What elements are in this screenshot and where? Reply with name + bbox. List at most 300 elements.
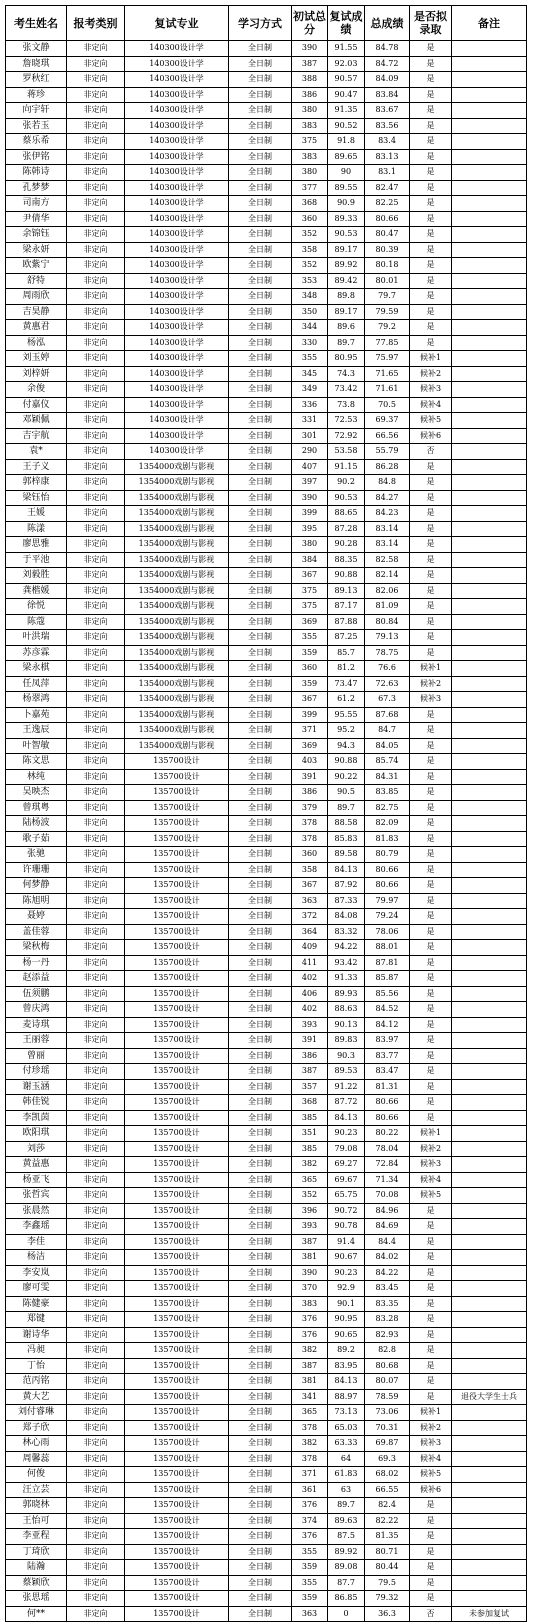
cell-retest-score: 89.55	[328, 180, 365, 196]
cell-remark	[452, 630, 527, 646]
cell-name: 伍须鹏	[6, 986, 67, 1002]
cell-initial-score: 336	[292, 397, 328, 413]
table-row	[6, 1420, 527, 1436]
cell-type: 非定向	[67, 56, 125, 72]
cell-major: 135700设计	[125, 1157, 229, 1173]
cell-mode: 全日制	[229, 1110, 292, 1126]
cell-initial-score: 355	[292, 630, 328, 646]
cell-name: 李安岚	[6, 1265, 67, 1281]
cell-major: 1354000戏剧与影视	[125, 738, 229, 754]
cell-remark	[452, 893, 527, 909]
cell-type: 非定向	[67, 707, 125, 723]
table-row	[6, 1374, 527, 1390]
table-row	[6, 41, 527, 57]
cell-retest-score: 84.13	[328, 862, 365, 878]
cell-initial-score: 341	[292, 1389, 328, 1405]
cell-name: 杨翠鸿	[6, 692, 67, 708]
cell-total-score: 88.01	[365, 940, 410, 956]
cell-admitted: 是	[410, 754, 452, 770]
cell-type: 非定向	[67, 1048, 125, 1064]
cell-type: 非定向	[67, 1079, 125, 1095]
cell-total-score: 72.84	[365, 1157, 410, 1173]
cell-remark	[452, 506, 527, 522]
cell-initial-score: 411	[292, 955, 328, 971]
table-row	[6, 1064, 527, 1080]
cell-total-score: 78.75	[365, 645, 410, 661]
cell-mode: 全日制	[229, 583, 292, 599]
cell-name: 周雨欣	[6, 289, 67, 305]
cell-mode: 全日制	[229, 134, 292, 150]
cell-retest-score: 86.85	[328, 1591, 365, 1607]
cell-major: 1354000戏剧与影视	[125, 692, 229, 708]
table-row	[6, 506, 527, 522]
cell-remark	[452, 816, 527, 832]
cell-initial-score: 371	[292, 723, 328, 739]
table-row	[6, 1436, 527, 1452]
cell-admitted: 是	[410, 490, 452, 506]
cell-type: 非定向	[67, 785, 125, 801]
cell-remark	[452, 211, 527, 227]
cell-admitted: 候补4	[410, 1172, 452, 1188]
cell-type: 非定向	[67, 955, 125, 971]
cell-major: 135700设计	[125, 1002, 229, 1018]
table-row	[6, 1513, 527, 1529]
cell-mode: 全日制	[229, 1048, 292, 1064]
cell-type: 非定向	[67, 1172, 125, 1188]
cell-total-score: 80.44	[365, 1560, 410, 1576]
cell-total-score: 84.69	[365, 1219, 410, 1235]
cell-remark	[452, 1265, 527, 1281]
cell-mode: 全日制	[229, 149, 292, 165]
cell-type: 非定向	[67, 552, 125, 568]
cell-name: 张文静	[6, 41, 67, 57]
table-row	[6, 1575, 527, 1591]
cell-remark	[452, 661, 527, 677]
cell-total-score: 87.81	[365, 955, 410, 971]
cell-remark	[452, 971, 527, 987]
cell-total-score: 70.31	[365, 1420, 410, 1436]
cell-major: 135700设计	[125, 769, 229, 785]
cell-name: 付珍瑶	[6, 1064, 67, 1080]
cell-retest-score: 84.08	[328, 909, 365, 925]
cell-name: 何梦静	[6, 878, 67, 894]
cell-name: 余俊	[6, 382, 67, 398]
cell-initial-score: 391	[292, 769, 328, 785]
cell-major: 140300设计学	[125, 196, 229, 212]
cell-remark	[452, 568, 527, 584]
table-row	[6, 397, 527, 413]
cell-name: 刘莎	[6, 1141, 67, 1157]
cell-major: 135700设计	[125, 1405, 229, 1421]
cell-total-score: 85.74	[365, 754, 410, 770]
cell-retest-score: 89.63	[328, 1513, 365, 1529]
cell-major: 135700设计	[125, 1079, 229, 1095]
cell-initial-score: 399	[292, 506, 328, 522]
cell-major: 1354000戏剧与影视	[125, 661, 229, 677]
cell-total-score: 72.63	[365, 676, 410, 692]
cell-mode: 全日制	[229, 909, 292, 925]
cell-retest-score: 89.65	[328, 149, 365, 165]
cell-remark	[452, 413, 527, 429]
table-row	[6, 258, 527, 274]
cell-major: 140300设计学	[125, 304, 229, 320]
cell-total-score: 66.56	[365, 428, 410, 444]
cell-mode: 全日制	[229, 72, 292, 88]
cell-type: 非定向	[67, 1482, 125, 1498]
cell-total-score: 84.78	[365, 41, 410, 57]
cell-admitted: 是	[410, 72, 452, 88]
cell-type: 非定向	[67, 630, 125, 646]
cell-major: 135700设计	[125, 986, 229, 1002]
cell-remark	[452, 475, 527, 491]
cell-retest-score: 90.2	[328, 475, 365, 491]
cell-remark	[452, 1358, 527, 1374]
cell-retest-score: 89.33	[328, 211, 365, 227]
cell-name: 陈韩诗	[6, 165, 67, 181]
cell-name: 曾庆鸿	[6, 1002, 67, 1018]
cell-remark	[452, 909, 527, 925]
cell-major: 1354000戏剧与影视	[125, 630, 229, 646]
cell-total-score: 79.7	[365, 289, 410, 305]
cell-name: 黄大艺	[6, 1389, 67, 1405]
cell-initial-score: 387	[292, 1064, 328, 1080]
cell-mode: 全日制	[229, 1265, 292, 1281]
cell-retest-score: 63.33	[328, 1436, 365, 1452]
cell-name: 孔梦梦	[6, 180, 67, 196]
cell-admitted: 是	[410, 289, 452, 305]
header-initial-score: 初试总分	[292, 6, 328, 41]
cell-admitted: 是	[410, 1374, 452, 1390]
cell-admitted: 是	[410, 1327, 452, 1343]
cell-initial-score: 380	[292, 165, 328, 181]
cell-major: 135700设计	[125, 1513, 229, 1529]
cell-initial-score: 387	[292, 1234, 328, 1250]
cell-admitted: 候补5	[410, 1467, 452, 1483]
cell-total-score: 75.97	[365, 351, 410, 367]
cell-type: 非定向	[67, 103, 125, 119]
cell-retest-score: 90.13	[328, 1017, 365, 1033]
cell-major: 135700设计	[125, 1250, 229, 1266]
cell-initial-score: 370	[292, 1281, 328, 1297]
cell-admitted: 是	[410, 583, 452, 599]
cell-type: 非定向	[67, 645, 125, 661]
cell-admitted: 是	[410, 506, 452, 522]
cell-retest-score: 90	[328, 165, 365, 181]
cell-mode: 全日制	[229, 1312, 292, 1328]
cell-remark	[452, 41, 527, 57]
cell-total-score: 80.68	[365, 1358, 410, 1374]
cell-major: 135700设计	[125, 862, 229, 878]
cell-major: 135700设计	[125, 1374, 229, 1390]
cell-type: 非定向	[67, 134, 125, 150]
cell-total-score: 80.66	[365, 862, 410, 878]
table-row	[6, 1172, 527, 1188]
cell-name: 廖思雅	[6, 537, 67, 553]
cell-name: 郑子欣	[6, 1420, 67, 1436]
cell-remark	[452, 1591, 527, 1607]
cell-total-score: 83.14	[365, 521, 410, 537]
cell-major: 140300设计学	[125, 413, 229, 429]
cell-remark	[452, 1033, 527, 1049]
cell-total-score: 55.79	[365, 444, 410, 460]
cell-type: 非定向	[67, 382, 125, 398]
cell-initial-score: 381	[292, 1250, 328, 1266]
table-row	[6, 816, 527, 832]
cell-admitted: 是	[410, 645, 452, 661]
cell-type: 非定向	[67, 1436, 125, 1452]
cell-remark	[452, 304, 527, 320]
cell-major: 140300设计学	[125, 87, 229, 103]
cell-mode: 全日制	[229, 382, 292, 398]
cell-mode: 全日制	[229, 289, 292, 305]
cell-remark	[452, 754, 527, 770]
cell-total-score: 78.59	[365, 1389, 410, 1405]
cell-retest-score: 87.7	[328, 1575, 365, 1591]
cell-major: 135700设计	[125, 878, 229, 894]
cell-admitted: 是	[410, 459, 452, 475]
cell-type: 非定向	[67, 1591, 125, 1607]
cell-retest-score: 87.72	[328, 1095, 365, 1111]
header-row	[6, 6, 527, 41]
cell-initial-score: 351	[292, 1126, 328, 1142]
table-row	[6, 1265, 527, 1281]
cell-major: 1354000戏剧与影视	[125, 552, 229, 568]
cell-initial-score: 367	[292, 692, 328, 708]
cell-remark	[452, 180, 527, 196]
cell-admitted: 是	[410, 1110, 452, 1126]
cell-name: 黄益惠	[6, 1157, 67, 1173]
cell-remark	[452, 614, 527, 630]
cell-admitted: 否	[410, 1606, 452, 1622]
cell-total-score: 82.8	[365, 1343, 410, 1359]
table-row	[6, 1529, 527, 1545]
cell-type: 非定向	[67, 444, 125, 460]
cell-initial-score: 349	[292, 382, 328, 398]
table-row	[6, 1141, 527, 1157]
cell-type: 非定向	[67, 1358, 125, 1374]
cell-initial-score: 378	[292, 1451, 328, 1467]
cell-type: 非定向	[67, 1513, 125, 1529]
cell-remark	[452, 1017, 527, 1033]
cell-mode: 全日制	[229, 211, 292, 227]
cell-retest-score: 90.28	[328, 537, 365, 553]
cell-major: 135700设计	[125, 1358, 229, 1374]
cell-total-score: 81.83	[365, 831, 410, 847]
cell-admitted: 是	[410, 118, 452, 134]
table-row	[6, 599, 527, 615]
cell-remark	[452, 1281, 527, 1297]
cell-total-score: 80.66	[365, 1095, 410, 1111]
cell-admitted: 是	[410, 909, 452, 925]
table-row	[6, 769, 527, 785]
cell-admitted: 是	[410, 1560, 452, 1576]
cell-admitted: 是	[410, 1219, 452, 1235]
cell-remark	[452, 227, 527, 243]
cell-initial-score: 383	[292, 149, 328, 165]
cell-type: 非定向	[67, 521, 125, 537]
cell-retest-score: 88.63	[328, 1002, 365, 1018]
cell-remark	[452, 351, 527, 367]
table-row	[6, 335, 527, 351]
cell-retest-score: 61.83	[328, 1467, 365, 1483]
cell-admitted: 是	[410, 1064, 452, 1080]
cell-name: 许珊珊	[6, 862, 67, 878]
cell-admitted: 是	[410, 196, 452, 212]
cell-total-score: 82.25	[365, 196, 410, 212]
table-row	[6, 56, 527, 72]
table-row	[6, 940, 527, 956]
cell-remark	[452, 831, 527, 847]
cell-name: 郑键	[6, 1312, 67, 1328]
cell-mode: 全日制	[229, 537, 292, 553]
cell-mode: 全日制	[229, 800, 292, 816]
cell-major: 135700设计	[125, 971, 229, 987]
cell-major: 135700设计	[125, 1064, 229, 1080]
cell-initial-score: 348	[292, 289, 328, 305]
cell-major: 1354000戏剧与影视	[125, 583, 229, 599]
cell-retest-score: 90.22	[328, 769, 365, 785]
cell-retest-score: 89.58	[328, 847, 365, 863]
cell-remark	[452, 738, 527, 754]
cell-remark	[452, 1467, 527, 1483]
cell-name: 詹晓琪	[6, 56, 67, 72]
cell-type: 非定向	[67, 862, 125, 878]
cell-initial-score: 381	[292, 1374, 328, 1390]
cell-admitted: 是	[410, 1203, 452, 1219]
table-row	[6, 242, 527, 258]
cell-remark	[452, 366, 527, 382]
cell-major: 135700设计	[125, 831, 229, 847]
cell-remark	[452, 1343, 527, 1359]
cell-retest-score: 90.23	[328, 1126, 365, 1142]
cell-remark	[452, 986, 527, 1002]
cell-mode: 全日制	[229, 397, 292, 413]
cell-total-score: 81.35	[365, 1529, 410, 1545]
cell-admitted: 是	[410, 1575, 452, 1591]
cell-retest-score: 87.92	[328, 878, 365, 894]
cell-initial-score: 388	[292, 72, 328, 88]
cell-mode: 全日制	[229, 940, 292, 956]
cell-total-score: 79.13	[365, 630, 410, 646]
cell-major: 135700设计	[125, 1172, 229, 1188]
cell-type: 非定向	[67, 1343, 125, 1359]
cell-total-score: 83.1	[365, 165, 410, 181]
cell-major: 1354000戏剧与影视	[125, 645, 229, 661]
cell-remark	[452, 1048, 527, 1064]
table-row	[6, 103, 527, 119]
cell-type: 非定向	[67, 1544, 125, 1560]
cell-name: 叶智敏	[6, 738, 67, 754]
cell-remark	[452, 692, 527, 708]
table-row	[6, 1544, 527, 1560]
cell-initial-score: 384	[292, 552, 328, 568]
cell-initial-score: 374	[292, 1513, 328, 1529]
cell-retest-score: 89.92	[328, 258, 365, 274]
cell-initial-score: 395	[292, 521, 328, 537]
cell-remark	[452, 196, 527, 212]
cell-major: 135700设计	[125, 1482, 229, 1498]
cell-type: 非定向	[67, 893, 125, 909]
cell-type: 非定向	[67, 723, 125, 739]
cell-total-score: 76.6	[365, 661, 410, 677]
cell-total-score: 81.09	[365, 599, 410, 615]
cell-mode: 全日制	[229, 1467, 292, 1483]
cell-major: 1354000戏剧与影视	[125, 537, 229, 553]
cell-remark	[452, 924, 527, 940]
cell-type: 非定向	[67, 1327, 125, 1343]
cell-total-score: 82.93	[365, 1327, 410, 1343]
cell-type: 非定向	[67, 118, 125, 134]
cell-mode: 全日制	[229, 893, 292, 909]
cell-retest-score: 73.42	[328, 382, 365, 398]
cell-retest-score: 90.95	[328, 1312, 365, 1328]
cell-name: 梁永棋	[6, 661, 67, 677]
cell-remark	[452, 1234, 527, 1250]
cell-type: 非定向	[67, 165, 125, 181]
cell-major: 140300设计学	[125, 211, 229, 227]
cell-admitted: 是	[410, 971, 452, 987]
cell-major: 1354000戏剧与影视	[125, 490, 229, 506]
table-row	[6, 1312, 527, 1328]
cell-retest-score: 89.8	[328, 289, 365, 305]
cell-type: 非定向	[67, 196, 125, 212]
cell-type: 非定向	[67, 1529, 125, 1545]
cell-major: 135700设计	[125, 1451, 229, 1467]
cell-retest-score: 89.7	[328, 335, 365, 351]
cell-retest-score: 74.3	[328, 366, 365, 382]
cell-type: 非定向	[67, 847, 125, 863]
cell-remark	[452, 1560, 527, 1576]
cell-admitted: 候补2	[410, 366, 452, 382]
cell-type: 非定向	[67, 180, 125, 196]
cell-retest-score: 69.27	[328, 1157, 365, 1173]
cell-name: 吴映杰	[6, 785, 67, 801]
cell-name: 杨一丹	[6, 955, 67, 971]
cell-initial-score: 376	[292, 1498, 328, 1514]
cell-major: 135700设计	[125, 1467, 229, 1483]
cell-total-score: 83.13	[365, 149, 410, 165]
cell-major: 140300设计学	[125, 56, 229, 72]
cell-name: 杨洁	[6, 1250, 67, 1266]
cell-retest-score: 63	[328, 1482, 365, 1498]
cell-remark	[452, 1079, 527, 1095]
cell-retest-score: 87.5	[328, 1529, 365, 1545]
cell-mode: 全日制	[229, 676, 292, 692]
cell-remark	[452, 397, 527, 413]
cell-type: 非定向	[67, 428, 125, 444]
cell-remark	[452, 459, 527, 475]
cell-name: 李鑫瑶	[6, 1219, 67, 1235]
cell-admitted: 候补1	[410, 661, 452, 677]
cell-major: 140300设计学	[125, 227, 229, 243]
table-row	[6, 537, 527, 553]
cell-mode: 全日制	[229, 831, 292, 847]
table-row	[6, 568, 527, 584]
cell-major: 1354000戏剧与影视	[125, 676, 229, 692]
table-row	[6, 382, 527, 398]
cell-retest-score: 90.53	[328, 227, 365, 243]
cell-type: 非定向	[67, 1560, 125, 1576]
table-row	[6, 1033, 527, 1049]
cell-initial-score: 330	[292, 335, 328, 351]
cell-mode: 全日制	[229, 924, 292, 940]
cell-total-score: 80.07	[365, 1374, 410, 1390]
cell-major: 135700设计	[125, 800, 229, 816]
cell-total-score: 71.65	[365, 366, 410, 382]
cell-retest-score: 90.5	[328, 785, 365, 801]
cell-admitted: 是	[410, 630, 452, 646]
cell-retest-score: 88.35	[328, 552, 365, 568]
